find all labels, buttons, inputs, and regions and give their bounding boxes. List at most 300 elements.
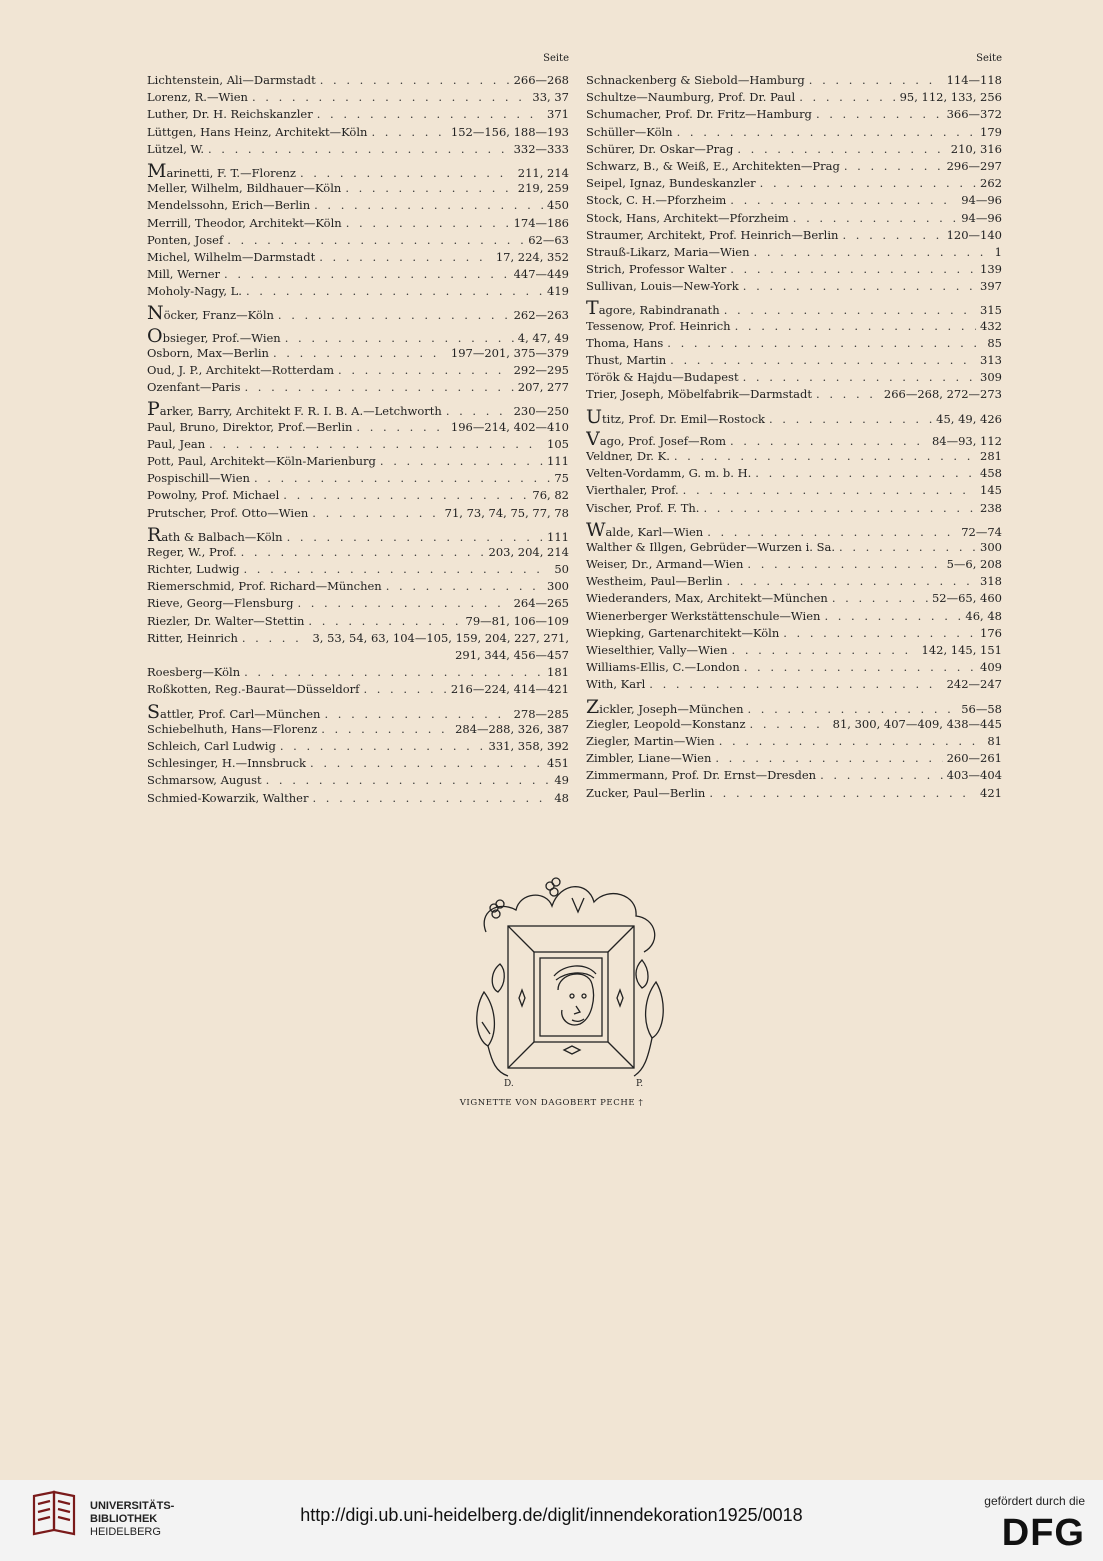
leader-dots — [670, 352, 976, 369]
entry-pages: 81 — [987, 733, 1002, 748]
entry-name: Paul, Jean — [147, 436, 206, 451]
entry-name: Velten-Vordamm, G. m. b. H. — [586, 466, 752, 481]
index-entry — [586, 716, 1002, 733]
entry-pages: 284—288, 326, 387 — [455, 721, 569, 736]
leader-dots — [346, 215, 510, 232]
monogram-right: P. — [636, 1079, 644, 1089]
entry-pages: 50 — [554, 562, 569, 577]
entry-name: Williams-Ellis, C.—London — [586, 660, 740, 675]
vignette-illustration — [468, 872, 668, 1090]
leader-dots — [345, 180, 513, 197]
leader-dots — [730, 261, 976, 278]
entry-pages: 197—201, 375—379 — [450, 345, 569, 360]
leader-dots — [278, 307, 510, 322]
entry-name: Sullivan, Louis—New-York — [586, 279, 739, 294]
entry-name: Riemerschmid, Prof. Richard—München — [147, 579, 382, 594]
entry-pages: 145 — [980, 483, 1002, 498]
index-entry — [586, 300, 1002, 317]
entry-pages: 332—333 — [513, 141, 569, 156]
entry-pages: 300 — [980, 539, 1002, 554]
entry-name: Ritter, Heinrich — [147, 630, 238, 645]
index-entry — [147, 419, 569, 436]
index-entry — [586, 785, 1002, 802]
leader-dots — [287, 529, 543, 544]
entry-name: Schlesinger, H.—Innsbruck — [147, 756, 307, 771]
library-line-1: UNIVERSITÄTS- — [90, 1500, 175, 1512]
entry-pages: 281 — [980, 448, 1002, 463]
entry-name: Prutscher, Prof. Otto—Wien — [147, 505, 309, 520]
entry-name: Michel, Wilhelm—Darmstadt — [147, 249, 316, 264]
leader-dots — [737, 141, 946, 158]
entry-pages: 203, 204, 214 — [488, 544, 569, 559]
entry-name: Westheim, Paul—Berlin — [586, 574, 723, 589]
leader-dots — [297, 595, 509, 612]
index-entry — [147, 721, 569, 738]
index-entry — [147, 180, 569, 197]
entry-name: Oud, J. P., Architekt—Rotterdam — [147, 363, 335, 377]
leader-dots — [842, 227, 942, 244]
dfg-logo: DFG — [1001, 1512, 1085, 1554]
entry-name: Thoma, Hans — [586, 335, 664, 350]
entry-name: Schmied-Kowarzik, Walther — [147, 790, 309, 805]
leader-dots — [703, 500, 976, 517]
entry-pages: 238 — [980, 500, 1002, 515]
entry-pages: 409 — [980, 660, 1002, 675]
entry-name: Zucker, Paul—Berlin — [586, 785, 706, 800]
entry-name: Ozenfant—Paris — [147, 380, 241, 395]
index-entry — [586, 192, 1002, 209]
entry-name: Moholy-Nagy, L. — [147, 284, 242, 299]
index-entry — [147, 362, 569, 379]
leader-dots — [715, 750, 942, 767]
entry-name: Straumer, Architekt, Prof. Heinrich—Berlin — [586, 227, 839, 242]
entry-pages: 196—214, 402—410 — [450, 419, 569, 434]
index-entry — [586, 625, 1002, 642]
entry-pages: 85 — [987, 335, 1002, 350]
entry-pages: 120—140 — [946, 227, 1002, 242]
entry-pages: 3, 53, 54, 63, 104—105, 159, 204, 227, 271, — [312, 630, 569, 645]
entry-pages: 421 — [980, 785, 1002, 800]
index-entry — [147, 738, 569, 755]
leader-dots — [744, 659, 976, 676]
entry-pages: 432 — [980, 318, 1002, 333]
entry-name: Lüttgen, Hans Heinz, Architekt—Köln — [147, 124, 368, 139]
leader-dots — [285, 330, 514, 345]
index-entry — [586, 608, 1002, 625]
index-column-right — [586, 52, 1002, 802]
entry-pages: 33, 37 — [532, 90, 569, 105]
entry-name: Meller, Wilhelm, Bildhauer—Köln — [147, 181, 342, 196]
entry-pages: 79—81, 106—109 — [465, 613, 569, 628]
index-entry — [147, 249, 569, 266]
entry-name: Zickler, Joseph—München — [586, 698, 744, 716]
index-entry — [147, 453, 569, 470]
index-entry — [147, 561, 569, 578]
leader-dots — [743, 369, 976, 386]
leader-dots — [667, 335, 983, 352]
entry-name: Thust, Martin — [586, 353, 667, 367]
entry-name: Mill, Werner — [147, 267, 221, 282]
leader-dots — [310, 755, 543, 772]
leader-dots — [254, 470, 550, 487]
index-entry — [586, 369, 1002, 386]
index-entry — [586, 141, 1002, 158]
entry-name: Schiebelhuth, Hans—Florenz — [147, 721, 318, 736]
entry-name: Roßkotten, Reg.-Baurat—Düsseldorf — [147, 682, 360, 697]
entry-pages: 291, 344, 456—457 — [455, 648, 569, 662]
index-entry — [147, 578, 569, 595]
leader-dots — [743, 278, 976, 295]
leader-dots — [747, 556, 942, 573]
leader-dots — [730, 192, 957, 209]
index-entry — [147, 106, 569, 123]
entry-name: Reger, W., Prof. — [147, 544, 237, 559]
leader-dots — [245, 379, 514, 396]
entry-pages: 450 — [547, 198, 569, 213]
index-entry — [586, 556, 1002, 573]
entry-name: Lichtenstein, Ali—Darmstadt — [147, 73, 316, 87]
index-list-left — [147, 72, 569, 807]
entry-name: Rath & Balbach—Köln — [147, 526, 283, 544]
leader-dots — [283, 487, 528, 504]
index-entry — [147, 141, 569, 158]
entry-name: Tagore, Rabindranath — [586, 300, 720, 318]
index-entry — [586, 676, 1002, 693]
funded-by-text: gefördert durch die — [984, 1494, 1085, 1508]
index-entry — [586, 500, 1002, 517]
entry-name: Schultze—Naumburg, Prof. Dr. Paul — [586, 90, 796, 105]
leader-dots — [754, 244, 991, 261]
leader-dots — [321, 721, 451, 738]
leader-dots — [730, 433, 928, 448]
index-entry — [586, 124, 1002, 141]
index-column-left — [147, 52, 569, 807]
entry-name: With, Karl — [586, 677, 646, 692]
index-entry — [147, 505, 569, 522]
entry-name: Pott, Paul, Architekt—Köln-Marienburg — [147, 453, 376, 468]
index-entry — [147, 527, 569, 544]
leader-dots — [809, 72, 943, 89]
entry-name: Zimmermann, Prof. Dr. Ernst—Dresden — [586, 768, 817, 783]
leader-dots — [750, 716, 829, 733]
entry-name: Tessenow, Prof. Heinrich — [586, 318, 731, 333]
index-entry — [147, 436, 569, 453]
entry-pages: 296—297 — [946, 158, 1002, 173]
entry-pages: 300 — [547, 579, 569, 594]
leader-dots — [317, 106, 543, 123]
leader-dots — [732, 642, 918, 659]
entry-pages: 207, 277 — [517, 380, 569, 395]
entry-pages: 139 — [980, 262, 1002, 277]
entry-pages: 260—261 — [946, 751, 1002, 766]
entry-name: Vierthaler, Prof. — [586, 483, 679, 498]
index-entry — [586, 89, 1002, 106]
entry-pages: 84—93, 112 — [931, 433, 1002, 448]
entry-name: Rieve, Georg—Flensburg — [147, 596, 294, 611]
index-entry — [586, 448, 1002, 465]
index-entry — [147, 328, 569, 345]
index-entry — [147, 163, 569, 180]
leader-dots — [832, 590, 928, 607]
leader-dots — [839, 539, 976, 556]
leader-dots — [319, 249, 492, 266]
leader-dots — [683, 482, 976, 499]
index-entry — [586, 175, 1002, 192]
leader-dots — [709, 785, 976, 802]
entry-name: Luther, Dr. H. Reichskanzler — [147, 107, 313, 122]
entry-name: Sattler, Prof. Carl—München — [147, 703, 321, 721]
entry-name: Lorenz, R.—Wien — [147, 90, 248, 105]
index-entry — [586, 278, 1002, 295]
entry-pages: 292—295 — [513, 363, 569, 377]
entry-name: Seipel, Ignaz, Bundeskanzler — [586, 176, 756, 191]
index-list-right — [586, 72, 1002, 802]
entry-pages: 72—74 — [961, 524, 1002, 539]
index-entry — [586, 522, 1002, 539]
entry-pages: 210, 316 — [950, 141, 1002, 156]
index-entry — [147, 215, 569, 232]
index-entry — [147, 266, 569, 283]
index-entry — [147, 630, 569, 647]
leader-dots — [227, 232, 524, 249]
leader-dots — [380, 453, 543, 470]
leader-dots — [244, 664, 543, 681]
entry-pages: 371 — [547, 107, 569, 122]
entry-pages: 45, 49, 426 — [936, 411, 1002, 426]
leader-dots — [371, 124, 446, 141]
entry-pages: 105 — [547, 436, 569, 451]
index-entry — [147, 89, 569, 106]
index-entry — [586, 227, 1002, 244]
entry-name: Utitz, Prof. Dr. Emil—Rostock — [586, 408, 765, 426]
index-entry — [586, 431, 1002, 448]
entry-name: Vago, Prof. Josef—Rom — [586, 430, 726, 448]
entry-pages: 458 — [980, 466, 1002, 481]
entry-pages: 62—63 — [528, 232, 569, 247]
entry-pages: 403—404 — [946, 768, 1002, 783]
digital-url-link[interactable]: http://digi.ub.uni-heidelberg.de/diglit/innendekoration1925/0018 — [300, 1505, 803, 1525]
entry-pages: 278—285 — [513, 706, 569, 721]
leader-dots — [649, 676, 942, 693]
entry-pages: 451 — [547, 756, 569, 771]
leader-dots — [793, 210, 957, 227]
entry-pages: 49 — [554, 773, 569, 788]
entry-pages: 71, 73, 74, 75, 77, 78 — [444, 505, 569, 520]
index-entry — [147, 379, 569, 396]
entry-name: Richter, Ludwig — [147, 562, 240, 577]
entry-pages: 179 — [980, 124, 1002, 139]
leader-dots — [312, 790, 550, 807]
leader-dots — [707, 524, 957, 539]
entry-name: Obsieger, Prof.—Wien — [147, 327, 281, 345]
index-entry — [147, 595, 569, 612]
entry-name: Paul, Bruno, Direktor, Prof.—Berlin — [147, 419, 353, 434]
leader-dots — [300, 165, 514, 180]
leader-dots — [783, 625, 976, 642]
leader-dots — [209, 436, 543, 453]
leader-dots — [719, 733, 984, 750]
entry-name: Walde, Karl—Wien — [586, 521, 704, 539]
entry-pages: 230—250 — [513, 404, 569, 419]
entry-name: Stock, Hans, Architekt—Pforzheim — [586, 210, 789, 225]
leader-dots — [674, 448, 976, 465]
entry-pages: 111 — [547, 529, 569, 544]
index-entry — [586, 699, 1002, 716]
leader-dots — [266, 772, 551, 789]
leader-dots — [224, 266, 510, 283]
entry-pages: 94—96 — [961, 193, 1002, 208]
leader-dots — [356, 419, 446, 436]
entry-name: Walther & Illgen, Gebrüder—Wurzen i. Sa. — [586, 539, 836, 554]
entry-name: Ponten, Josef — [147, 232, 224, 247]
leader-dots — [820, 767, 943, 784]
index-entry — [147, 401, 569, 418]
index-entry — [586, 767, 1002, 784]
entry-pages: 216—224, 414—421 — [450, 682, 569, 697]
index-entry — [586, 539, 1002, 556]
entry-name: Trier, Joseph, Möbelfabrik—Darmstadt — [586, 387, 813, 402]
entry-pages: 142, 145, 151 — [921, 643, 1002, 657]
leader-dots — [252, 89, 528, 106]
entry-pages: 266—268, 272—273 — [883, 387, 1002, 402]
seite-header-right: Seite — [976, 53, 1002, 64]
entry-name: Weiser, Dr., Armand—Wien — [586, 557, 744, 572]
entry-pages: 262 — [980, 176, 1002, 191]
leader-dots — [824, 608, 961, 625]
entry-pages: 94—96 — [961, 210, 1002, 225]
entry-pages: 242—247 — [946, 677, 1002, 692]
entry-pages: 309 — [980, 370, 1002, 385]
index-entry — [586, 72, 1002, 89]
leader-dots — [755, 465, 976, 482]
entry-name: Wienerberger Werkstättenschule—Wien — [586, 608, 821, 623]
entry-pages: 152—156, 188—193 — [450, 124, 569, 139]
entry-pages: 181 — [547, 665, 569, 680]
index-entry — [586, 659, 1002, 676]
entry-name: Wiederanders, Max, Architekt—München — [586, 591, 828, 606]
entry-pages: 114—118 — [946, 73, 1002, 87]
index-entry — [586, 409, 1002, 426]
entry-name: Parker, Barry, Architekt F. R. I. B. A.—Letchworth — [147, 401, 442, 419]
index-entry — [147, 790, 569, 807]
entry-name: Lützel, W. — [147, 141, 204, 156]
library-line-2: BIBLIOTHEK — [90, 1513, 158, 1525]
entry-pages: 219, 259 — [517, 181, 569, 196]
entry-pages: 397 — [980, 279, 1002, 294]
leader-dots — [727, 573, 977, 590]
leader-dots — [324, 706, 509, 721]
entry-pages: 313 — [980, 353, 1002, 367]
index-entry — [586, 210, 1002, 227]
index-entry — [586, 573, 1002, 590]
leader-dots — [724, 302, 976, 317]
leader-dots — [446, 403, 510, 418]
leader-dots — [844, 158, 943, 175]
index-entry — [147, 647, 569, 664]
index-entry — [147, 124, 569, 141]
entry-name: Osborn, Max—Berlin — [147, 345, 269, 360]
index-entry — [586, 158, 1002, 175]
index-entry — [147, 704, 569, 721]
entry-pages: 331, 358, 392 — [488, 738, 569, 753]
entry-pages: 211, 214 — [517, 165, 569, 180]
index-entry — [586, 335, 1002, 352]
index-entry — [147, 664, 569, 681]
library-line-3: HEIDELBERG — [90, 1526, 161, 1538]
leader-dots — [273, 345, 447, 362]
entry-name: Wiepking, Gartenarchitekt—Köln — [586, 625, 780, 640]
entry-pages: 366—372 — [946, 107, 1002, 122]
entry-pages: 4, 47, 49 — [517, 330, 569, 345]
leader-dots — [816, 386, 880, 403]
entry-name: Schüller—Köln — [586, 124, 673, 139]
leader-dots — [816, 106, 943, 123]
index-entry — [586, 733, 1002, 750]
index-entry — [147, 681, 569, 698]
entry-name: Török & Hajdu—Budapest — [586, 370, 739, 385]
entry-name: Nöcker, Franz—Köln — [147, 305, 274, 323]
entry-pages: 17, 224, 352 — [495, 249, 569, 264]
leader-dots — [242, 630, 309, 647]
entry-pages: 111 — [547, 453, 569, 468]
index-entry — [147, 470, 569, 487]
entry-name: Stock, C. H.—Pforzheim — [586, 193, 727, 208]
entry-pages: 176 — [980, 625, 1002, 640]
entry-pages: 264—265 — [513, 596, 569, 611]
index-entry — [586, 590, 1002, 607]
leader-dots — [308, 613, 461, 630]
entry-pages: 447—449 — [513, 267, 569, 282]
entry-pages: 5—6, 208 — [946, 557, 1002, 572]
entry-pages: 315 — [980, 303, 1002, 318]
entry-pages: 81, 300, 407—409, 438—445 — [832, 716, 1002, 731]
leader-dots — [760, 175, 976, 192]
entry-name: Pospischill—Wien — [147, 471, 250, 486]
index-entry — [147, 544, 569, 561]
leader-dots — [320, 72, 510, 89]
entry-pages: 266—268 — [513, 73, 569, 87]
index-entry — [147, 613, 569, 630]
index-entry — [147, 197, 569, 214]
entry-name: Schleich, Carl Ludwig — [147, 738, 276, 753]
entry-pages: 46, 48 — [965, 608, 1002, 623]
leader-dots — [677, 124, 976, 141]
entry-name: Schwarz, B., & Weiß, E., Architekten—Prag — [586, 158, 840, 173]
entry-name: Schmarsow, August — [147, 773, 262, 788]
leader-dots — [208, 141, 510, 158]
index-entry — [586, 386, 1002, 403]
entry-name: Ziegler, Leopold—Konstanz — [586, 716, 746, 731]
index-entry — [586, 318, 1002, 335]
entry-name: Veldner, Dr. K. — [586, 448, 670, 463]
leader-dots — [735, 318, 976, 335]
index-entry — [586, 106, 1002, 123]
entry-name: Marinetti, F. T.—Florenz — [147, 162, 296, 181]
leader-dots — [747, 701, 957, 716]
entry-pages: 52—65, 460 — [931, 591, 1002, 606]
index-entry — [147, 772, 569, 789]
leader-dots — [338, 362, 510, 379]
index-entry — [147, 305, 569, 322]
index-entry — [586, 750, 1002, 767]
leader-dots — [246, 283, 543, 300]
entry-name: Schürer, Dr. Oskar—Prag — [586, 141, 734, 156]
leader-dots — [769, 411, 932, 426]
entry-name: Zimbler, Liane—Wien — [586, 751, 712, 766]
entry-pages: 262—263 — [513, 308, 569, 323]
entry-name: Mendelssohn, Erich—Berlin — [147, 198, 311, 213]
leader-dots — [280, 738, 485, 755]
